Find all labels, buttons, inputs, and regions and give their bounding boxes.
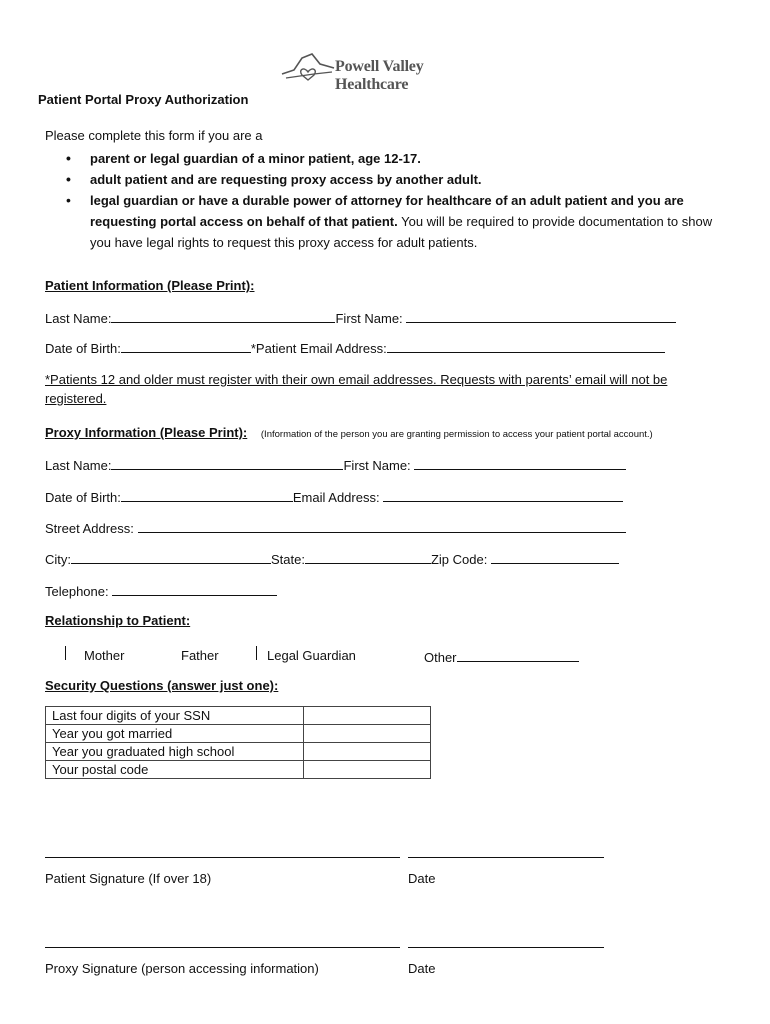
security-answer-field[interactable] bbox=[304, 743, 431, 761]
logo bbox=[280, 50, 500, 93]
table-row bbox=[46, 743, 431, 761]
proxy-city-field[interactable] bbox=[71, 550, 271, 564]
patient-date-label: Date bbox=[408, 871, 436, 886]
table-row bbox=[46, 707, 431, 725]
proxy-zip-field[interactable] bbox=[491, 550, 619, 564]
relationship-other-field[interactable] bbox=[457, 648, 579, 662]
proxy-info-heading: Proxy Information (Please Print): bbox=[45, 425, 248, 440]
patient-dob-field[interactable] bbox=[121, 339, 251, 353]
proxy-telephone-field[interactable] bbox=[112, 582, 277, 596]
guardian-checkbox[interactable] bbox=[256, 646, 257, 660]
proxy-info-heading-row bbox=[45, 425, 653, 440]
proxy-info-subnote: (Information of the person you are granting permission to access your patient portal account.) bbox=[260, 429, 653, 440]
patient-first-name-field[interactable] bbox=[406, 309, 676, 323]
table-row bbox=[46, 761, 431, 779]
intro-text: Please complete this form if you are a bbox=[45, 128, 263, 143]
proxy-date-line[interactable] bbox=[408, 947, 604, 948]
security-question: Your postal code bbox=[46, 761, 304, 779]
page-title: Patient Portal Proxy Authorization bbox=[38, 92, 249, 107]
logo-text: Powell Valley Healthcare bbox=[335, 58, 424, 93]
proxy-state-field[interactable] bbox=[305, 550, 431, 564]
relationship-heading: Relationship to Patient: bbox=[45, 613, 191, 628]
patient-email-note: *Patients 12 and older must register with their own email addresses. Requests with parents’ email will not be registered. bbox=[45, 372, 668, 406]
proxy-signature-label: Proxy Signature (person accessing information) bbox=[45, 961, 319, 976]
table-row bbox=[46, 725, 431, 743]
proxy-name-row: Last Name: First Name: bbox=[45, 456, 626, 474]
logo-mountain-heart-icon bbox=[280, 50, 336, 86]
security-answer-field[interactable] bbox=[304, 761, 431, 779]
proxy-city-row: City: State: Zip Code: bbox=[45, 550, 619, 568]
security-heading: Security Questions (answer just one): bbox=[45, 678, 279, 693]
eligibility-list bbox=[66, 148, 726, 253]
list-item: • adult patient and are requesting proxy access by another adult. bbox=[66, 169, 726, 190]
patient-name-row: Last Name: First Name: bbox=[45, 309, 676, 327]
patient-info-heading: Patient Information (Please Print): bbox=[45, 278, 255, 293]
patient-date-line[interactable] bbox=[408, 857, 604, 858]
security-questions-table bbox=[45, 706, 431, 779]
relationship-other-row: Other bbox=[424, 648, 579, 666]
proxy-telephone-row: Telephone: bbox=[45, 582, 277, 600]
security-question: Last four digits of your SSN bbox=[46, 707, 304, 725]
proxy-last-name-field[interactable] bbox=[111, 456, 343, 470]
proxy-street-row: Street Address: bbox=[45, 519, 626, 537]
proxy-first-name-field[interactable] bbox=[414, 456, 626, 470]
proxy-dob-row: Date of Birth: Email Address: bbox=[45, 488, 623, 506]
security-answer-field[interactable] bbox=[304, 707, 431, 725]
relationship-guardian-label: Legal Guardian bbox=[267, 648, 356, 663]
mother-checkbox[interactable] bbox=[65, 646, 66, 660]
proxy-date-label: Date bbox=[408, 961, 436, 976]
list-item: • legal guardian or have a durable power of attorney for healthcare of an adult patient and you are requesting portal access on behalf of that patient. You will be required to provide documentation to show you have legal rights to request this proxy access for adult patients. bbox=[66, 190, 726, 253]
patient-email-field[interactable] bbox=[387, 339, 665, 353]
relationship-father-label: Father bbox=[181, 648, 219, 663]
proxy-dob-field[interactable] bbox=[121, 488, 293, 502]
security-question: Year you got married bbox=[46, 725, 304, 743]
patient-signature-line[interactable] bbox=[45, 857, 400, 858]
relationship-mother-label: Mother bbox=[84, 648, 125, 663]
security-question: Year you graduated high school bbox=[46, 743, 304, 761]
proxy-street-field[interactable] bbox=[138, 519, 626, 533]
list-item: • parent or legal guardian of a minor patient, age 12-17. bbox=[66, 148, 726, 169]
proxy-signature-line[interactable] bbox=[45, 947, 400, 948]
patient-dob-row: Date of Birth: *Patient Email Address: bbox=[45, 339, 665, 357]
patient-signature-label: Patient Signature (If over 18) bbox=[45, 871, 212, 886]
patient-last-name-field[interactable] bbox=[111, 309, 335, 323]
security-answer-field[interactable] bbox=[304, 725, 431, 743]
proxy-email-field[interactable] bbox=[383, 488, 623, 502]
